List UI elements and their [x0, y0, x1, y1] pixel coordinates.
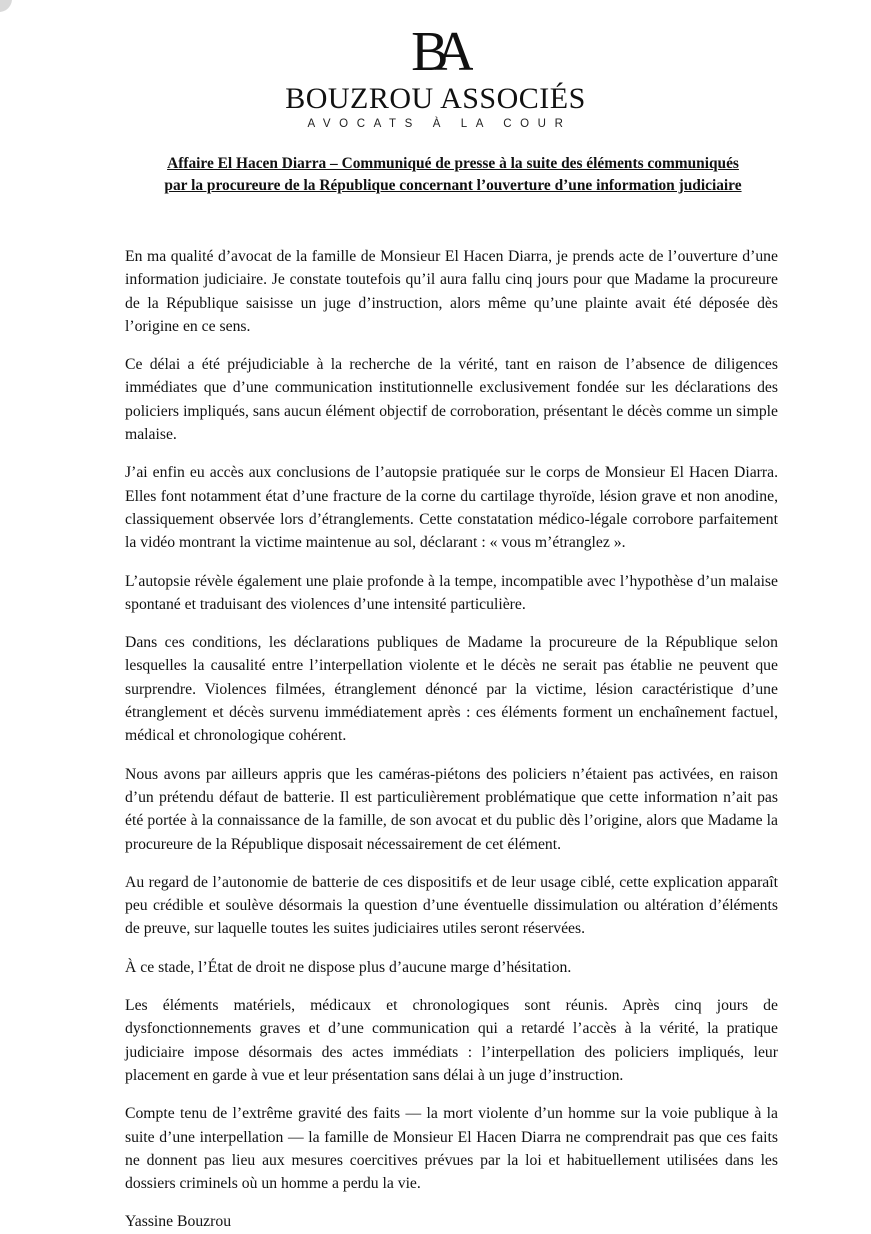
press-release-title [128, 153, 778, 197]
paragraph: Les éléments matériels, médicaux et chronologiques sont réunis. Après cinq jours de dysfonctionnements graves et d’une communication qui a retardé l’accès à la vérité, la pratique judiciaire impose désormais des actes immédiats : l’interpellation des policiers impliqués, leur placement en garde à vue et leur présentation sans délai à un juge d’instruction. [125, 997, 778, 1084]
press-release-body [125, 245, 778, 1234]
paragraph: En ma qualité d’avocat de la famille de Monsieur El Hacen Diarra, je prends acte de l’ouverture d’une information judiciaire. Je constate toutefois qu’il aura fallu cinq jours pour que Madame la procureure de la République saisisse un juge d’instruction, alors même qu’une plainte avait été déposée dès l’origine en ce sens. [125, 248, 778, 335]
firm-name: BOUZROU ASSOCIÉS [285, 82, 586, 115]
paragraph: À ce stade, l’État de droit ne dispose plus d’aucune marge d’hésitation. [125, 958, 572, 976]
paragraph: L’autopsie révèle également une plaie profonde à la tempe, incompatible avec l’hypothèse d’un malaise spontané et traduisant des violences d’une intensité particulière. [125, 572, 778, 613]
paragraph: J’ai enfin eu accès aux conclusions de l’autopsie pratiquée sur le corps de Monsieur El Hacen Diarra. Elles font notamment état d’une fracture de la corne du cartilage thyroïde, lésion grave et non anodine, classiquement observée lors d’étranglements. Cette constatation médico-légale corrobore parfaitement la vidéo montrant la victime maintenue au sol, déclarant : « vous m’étranglez ». [125, 464, 778, 552]
firm-logo [399, 18, 473, 78]
paragraph: Au regard de l’autonomie de batterie de ces dispositifs et de leur usage ciblé, cette explication apparaît peu crédible et soulève désormais la question d’une éventuelle dissimulation ou altération d’éléments de preuve, sur laquelle toutes les suites judiciaires utiles seront réservées. [125, 873, 778, 938]
signature: Yassine Bouzrou [125, 1213, 232, 1231]
paragraph: Nous avons par ailleurs appris que les caméras-piétons des policiers n’étaient pas activées, en raison d’un prétendu défaut de batterie. Il est particulièrement problématique que cette information n’ait pas été portée à la connaissance de la famille, de son avocat et du public dès l’origine, alors que Madame la procureure de la République disposait nécessairement de cet élément. [125, 765, 778, 853]
page-corner-mark [0, 0, 12, 12]
paragraph: Ce délai a été préjudiciable à la recherche de la vérité, tant en raison de l’absence de diligences immédiates que d’une communication institutionnelle exclusivement fondée sur les déclarations des policiers impliqués, sans aucun élément objectif de corroboration, présentant le décès comme un simple malaise. [125, 356, 778, 444]
paragraph: Compte tenu de l’extrême gravité des faits — la mort violente d’un homme sur la voie publique à la suite d’une interpellation — la famille de Monsieur El Hacen Diarra ne comprendrait pas que ces faits ne donnent pas lieu aux mesures coercitives prévues par la loi et habituellement utilisées dans les dossiers criminels où un homme a perdu la vie. [125, 1105, 778, 1193]
paragraph: Dans ces conditions, les déclarations publiques de Madame la procureure de la République selon lesquelles la causalité entre l’interpellation violente et le décès ne serait pas établie ne peuvent que surprendre. Violences filmées, étranglement dénoncé par la victime, lésion caractéristique d’une étranglement et décès survenu immédiatement après : ces éléments forment un enchaînement factuel, médical et chronologique cohérent. [125, 634, 778, 745]
title-line: par la procureure de la République concernant l’ouverture d’une information judiciaire [164, 177, 742, 194]
svg-text:BA: BA [410, 21, 461, 78]
firm-subtitle: AVOCATS À LA COUR [307, 118, 572, 130]
letterhead [0, 18, 871, 131]
title-line: Affaire El Hacen Diarra – Communiqué de presse à la suite des éléments communiqués [167, 155, 739, 172]
